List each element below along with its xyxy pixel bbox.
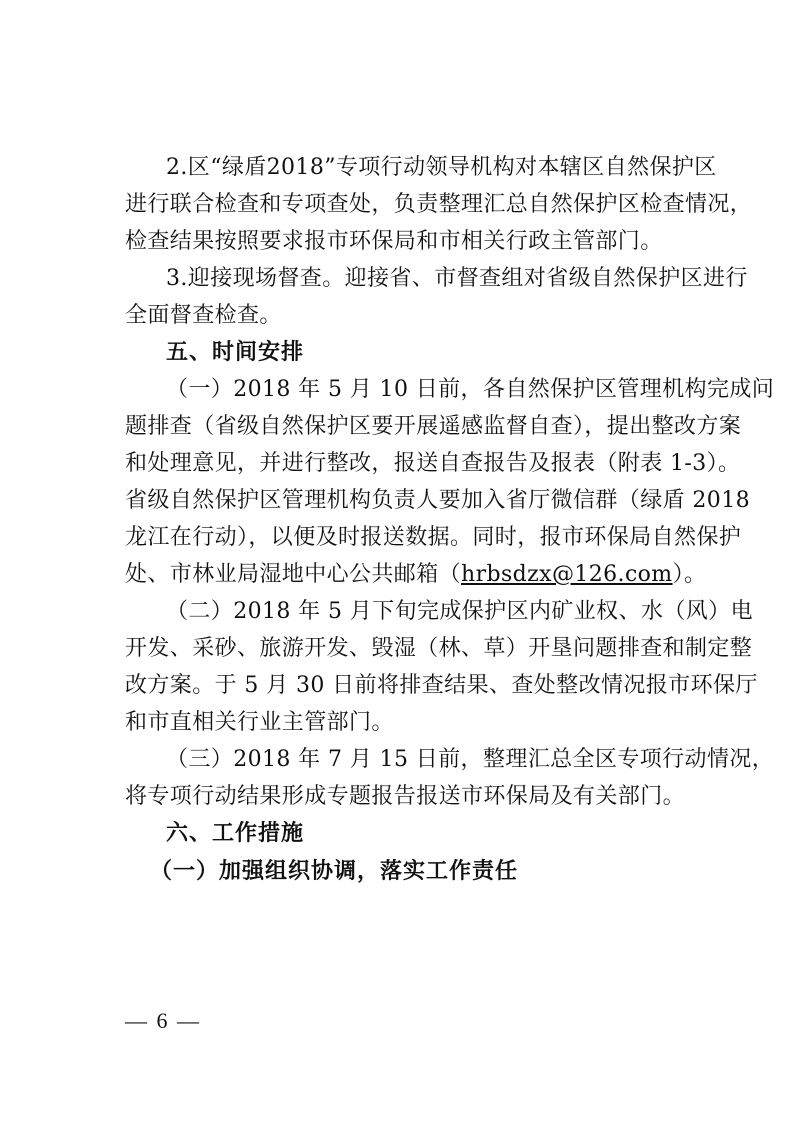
email-link[interactable]: hrbsdzx@126.com bbox=[461, 562, 673, 587]
paragraph-line: 将专项行动结果形成专题报告报送市环保局及有关部门。 bbox=[125, 784, 686, 809]
line-text: ）。 bbox=[672, 562, 707, 587]
paragraph-line: 检查结果按照要求报市环保局和市相关行政主管部门。 bbox=[125, 229, 663, 254]
paragraph-line: 开发、采砂、旅游开发、毁湿（林、草）开垦问题排查和制定整 bbox=[125, 636, 753, 661]
paragraph-line: 和处理意见，并进行整改，报送自查报告及报表（附表 1-3）。 bbox=[125, 451, 741, 476]
line-text: 处、市林业局湿地中心公共邮箱（ bbox=[125, 562, 462, 587]
paragraph-line: （三）2018 年 7 月 15 日前，整理汇总全区专项行动情况， bbox=[166, 747, 775, 772]
paragraph-line: 全面督查检查。 bbox=[125, 303, 282, 328]
paragraph-line: 龙江在行动），以便及时报送数据。同时，报市环保局自然保护 bbox=[125, 525, 742, 550]
paragraph-line: 改方案。于 5 月 30 日前将排查结果、查处整改情况报市环保厅 bbox=[125, 673, 758, 698]
paragraph-line: 和市直相关行业主管部门。 bbox=[125, 710, 394, 735]
page-number: — 6 — bbox=[125, 1008, 201, 1033]
paragraph-line: （一）2018 年 5 月 10 日前，各自然保护区管理机构完成问 bbox=[166, 377, 775, 402]
paragraph-line bbox=[125, 558, 707, 592]
paragraph-line: 3.迎接现场督查。迎接省、市督查组对省级自然保护区进行 bbox=[166, 266, 748, 291]
paragraph-line: 进行联合检查和专项查处，负责整理汇总自然保护区检查情况， bbox=[125, 192, 753, 217]
paragraph-line: （二）2018 年 5 月下旬完成保护区内矿业权、水（风）电 bbox=[166, 599, 753, 624]
paragraph-line: 省级自然保护区管理机构负责人要加入省厅微信群（绿盾 2018 bbox=[125, 488, 750, 513]
paragraph-line: 2.区“绿盾2018”专项行动领导机构对本辖区自然保护区 bbox=[166, 155, 717, 180]
section-heading: 五、时间安排 bbox=[166, 340, 305, 365]
section-heading: 六、工作措施 bbox=[166, 821, 305, 846]
sub-heading: （一）加强组织协调，落实工作责任 bbox=[150, 858, 519, 884]
paragraph-line: 题排查（省级自然保护区要开展遥感监督自查），提出整改方案 bbox=[125, 414, 742, 439]
